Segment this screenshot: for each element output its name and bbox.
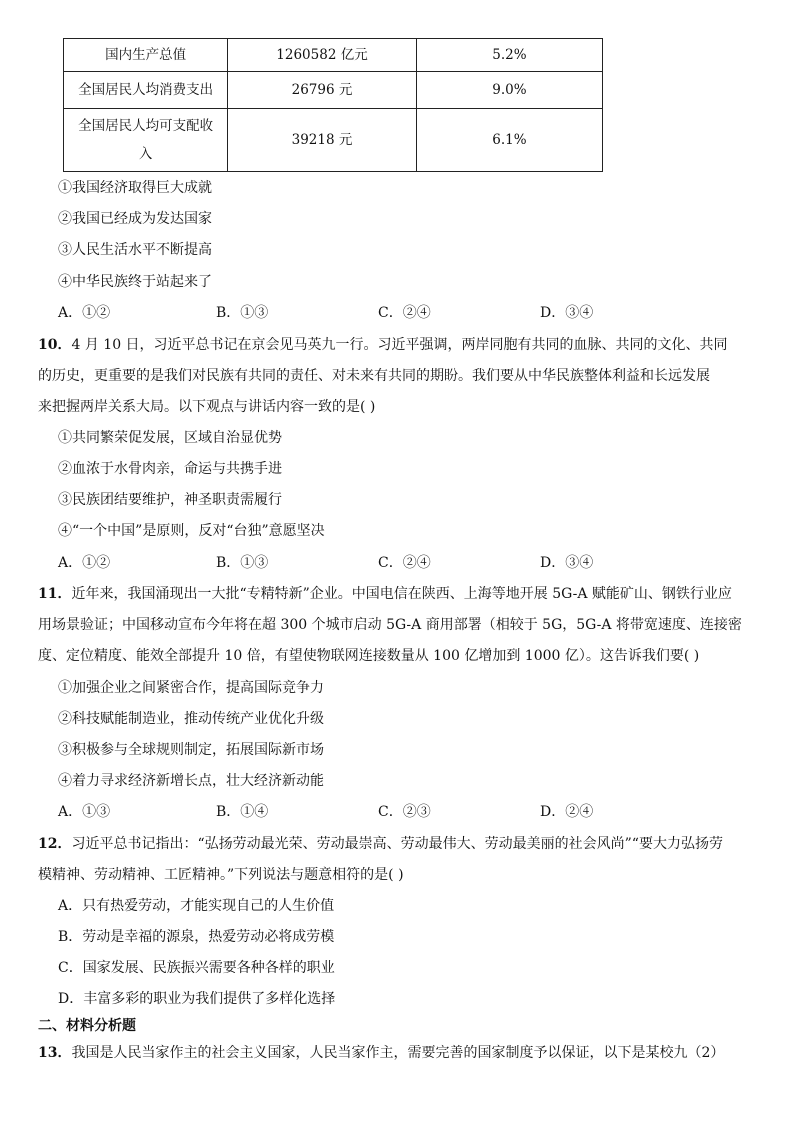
option-b[interactable]: B．①④: [216, 804, 269, 820]
question-number: 12．: [38, 836, 72, 852]
table-row: [64, 72, 603, 109]
statement: ④中华民族终于站起来了: [58, 274, 212, 290]
option-d[interactable]: D．③④: [540, 555, 594, 571]
question-text: 近年来，我国涌现出一大批“专精特新”企业。中国电信在陕西、上海等地开展 5G-A 赋能矿山、钢铁行业应: [71, 586, 732, 602]
table-cell-item: 国内生产总值: [64, 39, 228, 72]
option-b[interactable]: B．①③: [216, 555, 269, 571]
option-d[interactable]: D．②④: [540, 804, 594, 820]
statement: ②血浓于水骨肉亲，命运与共携手进: [58, 461, 282, 477]
option-c[interactable]: C．国家发展、民族振兴需要各种各样的职业: [58, 960, 335, 976]
statement: ②科技赋能制造业，推动传统产业优化升级: [58, 711, 324, 727]
question-12-line: [38, 834, 723, 854]
option-c[interactable]: C．②④: [378, 305, 431, 321]
statistics-table: [63, 38, 603, 172]
option-a[interactable]: A．①②: [58, 555, 111, 571]
table-cell-growth: 9.0%: [416, 72, 602, 109]
table-row: [64, 109, 603, 172]
question-10-line: 来把握两岸关系大局。以下观点与讲话内容一致的是( ): [38, 399, 376, 415]
question-13-line: [38, 1043, 724, 1063]
option-b[interactable]: B．①③: [216, 305, 269, 321]
question-text: 习近平总书记指出：“弘扬劳动最光荣、劳动最崇高、劳动最伟大、劳动最美丽的社会风尚”“要大力弘扬劳: [71, 836, 723, 852]
statement: ③民族团结要维护，神圣职责需履行: [58, 492, 282, 508]
question-number: 11．: [38, 586, 72, 602]
table-cell-item-line: 全国居民人均可支配收: [78, 118, 214, 134]
table-cell-growth: 5.2%: [416, 39, 602, 72]
statement: ②我国已经成为发达国家: [58, 211, 212, 227]
question-text: 我国是人民当家作主的社会主义国家，人民当家作主，需要完善的国家制度予以保证，以下是某校九（2）: [71, 1045, 725, 1061]
question-text: 4 月 10 日，习近平总书记在京会见马英九一行。习近平强调，两岸同胞有共同的血脉、共同的文化、共同: [71, 337, 728, 353]
question-number: 10．: [38, 337, 72, 353]
table-cell-item: [64, 109, 228, 172]
table-cell-value: 26796 元: [228, 72, 417, 109]
statement: ④“一个中国”是原则，反对“台独”意愿坚决: [58, 523, 325, 539]
option-a[interactable]: A．①②: [58, 305, 111, 321]
option-c[interactable]: C．②③: [378, 804, 431, 820]
question-11-line: 度、定位精度、能效全部提升 10 倍，有望使物联网连接数量从 100 亿增加到 1000 亿）。这告诉我们要( ): [38, 648, 700, 664]
option-a[interactable]: A．只有热爱劳动，才能实现自己的人生价值: [58, 898, 335, 914]
table-cell-value: 1260582 亿元: [228, 39, 417, 72]
table-cell-item: 全国居民人均消费支出: [64, 72, 228, 109]
option-b[interactable]: B．劳动是幸福的源泉，热爱劳动必将成劳模: [58, 929, 335, 945]
question-number: 13．: [38, 1045, 72, 1061]
section-heading: 二、材料分析题: [38, 1018, 136, 1034]
option-c[interactable]: C．②④: [378, 555, 431, 571]
statement: ①加强企业之间紧密合作，提高国际竞争力: [58, 680, 324, 696]
option-d[interactable]: D．丰富多彩的职业为我们提供了多样化选择: [58, 991, 336, 1007]
question-10-line: 的历史，更重要的是我们对民族有共同的责任、对未来有共同的期盼。我们要从中华民族整体利益和长远发展: [38, 368, 710, 384]
statement: ③积极参与全球规则制定，拓展国际新市场: [58, 742, 324, 758]
table-row: [64, 39, 603, 72]
question-10-line: [38, 335, 728, 355]
question-11-line: [38, 584, 732, 604]
statement: ①我国经济取得巨大成就: [58, 180, 212, 196]
question-12-line: 模精神、劳动精神、工匠精神。”下列说法与题意相符的是( ): [38, 867, 404, 883]
table-cell-item-line: 入: [138, 146, 153, 162]
statement: ③人民生活水平不断提高: [58, 242, 212, 258]
option-d[interactable]: D．③④: [540, 305, 594, 321]
statement: ④着力寻求经济新增长点，壮大经济新动能: [58, 773, 324, 789]
option-a[interactable]: A．①③: [58, 804, 111, 820]
table-cell-value: 39218 元: [228, 109, 417, 172]
statement: ①共同繁荣促发展，区域自治显优势: [58, 430, 282, 446]
question-11-line: 用场景验证；中国移动宣布今年将在超 300 个城市启动 5G-A 商用部署（相较于 5G，5G-A 将带宽速度、连接密: [38, 617, 742, 633]
table-cell-growth: 6.1%: [416, 109, 602, 172]
